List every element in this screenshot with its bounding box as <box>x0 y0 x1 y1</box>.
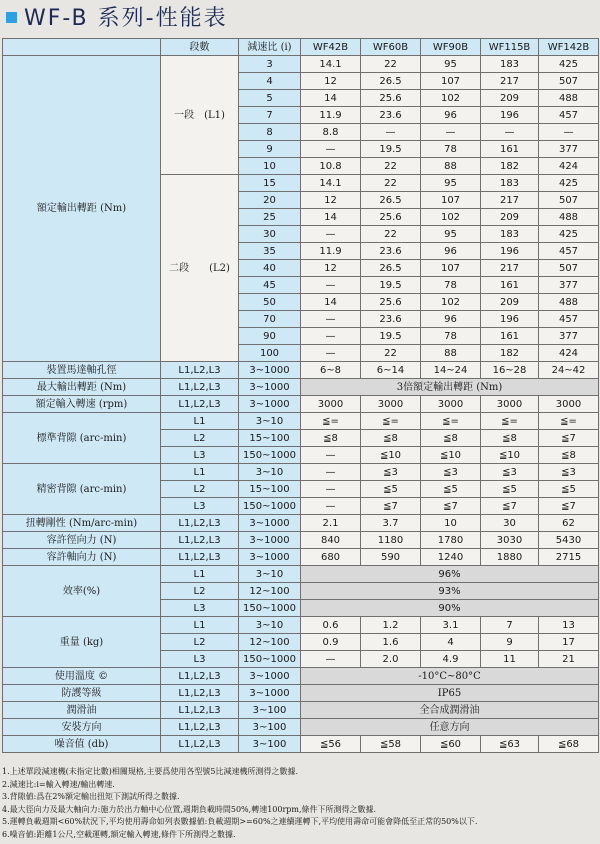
stage-label: 二段 (L2) <box>161 175 239 362</box>
table-cell: 3~10 <box>239 617 301 634</box>
table-cell: 26.5 <box>361 73 421 90</box>
table-cell: 161 <box>481 277 539 294</box>
table-cell: L2 <box>161 583 239 600</box>
table-cell: 425 <box>539 226 599 243</box>
table-cell: 3~1000 <box>239 362 301 379</box>
table-cell: 3~10 <box>239 566 301 583</box>
table-cell: 9 <box>239 141 301 158</box>
header-cell: WF60B <box>361 39 421 56</box>
table-cell: 12 <box>301 73 361 90</box>
table-cell: 680 <box>301 549 361 566</box>
table-cell: 507 <box>539 73 599 90</box>
table-cell: ≦8 <box>539 447 599 464</box>
table-row <box>3 464 599 481</box>
table-cell: 183 <box>481 226 539 243</box>
table-cell: 3~1000 <box>239 549 301 566</box>
footnotes <box>2 766 598 842</box>
merged-value: 96% <box>301 566 599 583</box>
table-cell: ≦68 <box>539 736 599 753</box>
table-cell: 17 <box>539 634 599 651</box>
table-cell: L2 <box>161 634 239 651</box>
table-cell: 107 <box>421 73 481 90</box>
table-cell: 590 <box>361 549 421 566</box>
row-label: 安裝方向 <box>3 719 161 736</box>
table-cell: 1780 <box>421 532 481 549</box>
row-label-torque: 額定輸出轉距 (Nm) <box>3 56 161 362</box>
table-cell: 14.1 <box>301 56 361 73</box>
table-cell: 107 <box>421 260 481 277</box>
header-cell: 段數 <box>161 39 239 56</box>
footnote-line: 5.運轉負載週期<60%狀況下,平均使用壽命如列表數據値:負載週期>=60%之連續運轉下,平均使用壽命可能會降低至正常的50%以下. <box>2 817 478 827</box>
table-cell: 16~28 <box>481 362 539 379</box>
header-cell: WF142B <box>539 39 599 56</box>
table-cell: 209 <box>481 90 539 107</box>
table-cell: 183 <box>481 56 539 73</box>
table-cell: 161 <box>481 328 539 345</box>
table-cell: 196 <box>481 107 539 124</box>
table-cell: 0.6 <box>301 617 361 634</box>
table-row <box>3 515 599 532</box>
table-cell: 96 <box>421 243 481 260</box>
table-cell: — <box>539 124 599 141</box>
table-cell: 3~100 <box>239 702 301 719</box>
table-cell: 78 <box>421 141 481 158</box>
table-cell: ≦3 <box>481 464 539 481</box>
table-cell: 3~1000 <box>239 396 301 413</box>
table-cell: 4 <box>421 634 481 651</box>
row-label: 容許軸向力 (N) <box>3 549 161 566</box>
table-cell: 3000 <box>481 396 539 413</box>
table-cell: 4.9 <box>421 651 481 668</box>
table-cell: ≦7 <box>539 498 599 515</box>
table-cell: — <box>301 328 361 345</box>
table-cell: L1,L2,L3 <box>161 668 239 685</box>
table-row <box>3 379 599 396</box>
table-cell: L1 <box>161 464 239 481</box>
table-cell: 25.6 <box>361 294 421 311</box>
table-cell: 3000 <box>301 396 361 413</box>
table-cell: 217 <box>481 192 539 209</box>
table-cell: L1,L2,L3 <box>161 702 239 719</box>
table-cell: 1880 <box>481 549 539 566</box>
table-cell: — <box>301 481 361 498</box>
table-cell: 8.8 <box>301 124 361 141</box>
table-cell: 20 <box>239 192 301 209</box>
row-label: 噪音值 (db) <box>3 736 161 753</box>
stage-label: 一段 (L1) <box>161 56 239 175</box>
table-cell: 22 <box>361 158 421 175</box>
table-cell: L1,L2,L3 <box>161 736 239 753</box>
table-cell: ≦3 <box>361 464 421 481</box>
table-cell: 10 <box>239 158 301 175</box>
table-cell: 8 <box>239 124 301 141</box>
table-cell: 45 <box>239 277 301 294</box>
table-cell: 4 <box>239 73 301 90</box>
table-cell: 182 <box>481 158 539 175</box>
table-cell: 26.5 <box>361 260 421 277</box>
table-cell: 3.1 <box>421 617 481 634</box>
table-cell: 2.0 <box>361 651 421 668</box>
table-row <box>3 668 599 685</box>
table-cell: ≦60 <box>421 736 481 753</box>
table-cell: 102 <box>421 294 481 311</box>
table-cell: ≦8 <box>361 430 421 447</box>
table-cell: 507 <box>539 260 599 277</box>
table-cell: ≦= <box>361 413 421 430</box>
table-cell: 150~1000 <box>239 600 301 617</box>
table-cell: ≦7 <box>539 430 599 447</box>
table-cell: 11.9 <box>301 107 361 124</box>
table-cell: ≦10 <box>421 447 481 464</box>
table-cell: 209 <box>481 294 539 311</box>
table-cell: 3~100 <box>239 736 301 753</box>
table-cell: 30 <box>239 226 301 243</box>
table-cell: — <box>301 447 361 464</box>
table-cell: 377 <box>539 141 599 158</box>
table-cell: 425 <box>539 175 599 192</box>
table-cell: 488 <box>539 90 599 107</box>
table-cell: 23.6 <box>361 311 421 328</box>
table-cell: 488 <box>539 209 599 226</box>
table-cell: 3~1000 <box>239 668 301 685</box>
table-cell: 14~24 <box>421 362 481 379</box>
table-cell: 196 <box>481 243 539 260</box>
table-cell: ≦8 <box>481 430 539 447</box>
table-cell: 9 <box>481 634 539 651</box>
table-cell: 19.5 <box>361 328 421 345</box>
table-cell: 22 <box>361 226 421 243</box>
table-cell: L1,L2,L3 <box>161 362 239 379</box>
merged-value: IP65 <box>301 685 599 702</box>
table-cell: ≦8 <box>421 430 481 447</box>
table-cell: 12 <box>301 260 361 277</box>
row-label: 標準背隙 (arc-min) <box>3 413 161 464</box>
row-label: 容許徑向力 (N) <box>3 532 161 549</box>
table-cell: — <box>301 277 361 294</box>
table-cell: — <box>301 651 361 668</box>
table-cell: — <box>301 498 361 515</box>
title-bar <box>0 0 600 34</box>
table-cell: 5 <box>239 90 301 107</box>
table-row <box>3 685 599 702</box>
table-row <box>3 617 599 634</box>
table-cell: 24~42 <box>539 362 599 379</box>
table-cell: 78 <box>421 277 481 294</box>
table-cell: 161 <box>481 141 539 158</box>
page-title: WF-B 系列-性能表 <box>24 6 228 31</box>
table-cell: 209 <box>481 209 539 226</box>
table-cell: ≦5 <box>421 481 481 498</box>
table-row <box>3 396 599 413</box>
table-cell: ≦7 <box>421 498 481 515</box>
table-cell: 102 <box>421 90 481 107</box>
table-cell: 3030 <box>481 532 539 549</box>
table-cell: 102 <box>421 209 481 226</box>
table-cell: 30 <box>481 515 539 532</box>
table-cell: 3~100 <box>239 719 301 736</box>
table-cell: 78 <box>421 328 481 345</box>
table-cell: 507 <box>539 192 599 209</box>
table-cell: 13 <box>539 617 599 634</box>
table-cell: 3~10 <box>239 413 301 430</box>
table-cell: 107 <box>421 192 481 209</box>
table-cell: — <box>481 124 539 141</box>
merged-value: 3倍額定輸出轉距 (Nm) <box>301 379 599 396</box>
table-cell: — <box>301 345 361 362</box>
table-cell: 12~100 <box>239 634 301 651</box>
merged-value: 90% <box>301 600 599 617</box>
table-cell: ≦= <box>481 413 539 430</box>
table-cell: 217 <box>481 73 539 90</box>
table-cell: 457 <box>539 243 599 260</box>
row-label: 效率(%) <box>3 566 161 617</box>
table-cell: L1,L2,L3 <box>161 379 239 396</box>
table-row <box>3 413 599 430</box>
table-cell: 150~1000 <box>239 651 301 668</box>
table-cell: 23.6 <box>361 107 421 124</box>
table-row <box>3 56 599 73</box>
table-cell: 14 <box>301 294 361 311</box>
header-cell: WF90B <box>421 39 481 56</box>
table-cell: 7 <box>239 107 301 124</box>
table-cell: 96 <box>421 311 481 328</box>
table-cell: 196 <box>481 311 539 328</box>
table-cell: 25 <box>239 209 301 226</box>
table-cell: — <box>301 226 361 243</box>
table-cell: 488 <box>539 294 599 311</box>
row-label: 精密背隙 (arc-min) <box>3 464 161 515</box>
table-cell: 15 <box>239 175 301 192</box>
table-cell: ≦= <box>301 413 361 430</box>
table-cell: 90 <box>239 328 301 345</box>
row-label: 額定輸入轉速 (rpm) <box>3 396 161 413</box>
header-cell: WF115B <box>481 39 539 56</box>
table-cell: 95 <box>421 175 481 192</box>
table-cell: L1,L2,L3 <box>161 685 239 702</box>
table-cell: 1240 <box>421 549 481 566</box>
row-label: 使用溫度 © <box>3 668 161 685</box>
table-cell: 50 <box>239 294 301 311</box>
table-cell: L2 <box>161 430 239 447</box>
table-cell: 150~1000 <box>239 447 301 464</box>
table-cell: 26.5 <box>361 192 421 209</box>
table-cell: 1.6 <box>361 634 421 651</box>
table-cell: L1,L2,L3 <box>161 549 239 566</box>
table-cell: 0.9 <box>301 634 361 651</box>
table-cell: — <box>421 124 481 141</box>
table-cell: 10 <box>421 515 481 532</box>
spec-table <box>2 38 599 753</box>
table-cell: 19.5 <box>361 141 421 158</box>
table-cell: 96 <box>421 107 481 124</box>
table-cell: 19.5 <box>361 277 421 294</box>
table-cell: ≦7 <box>361 498 421 515</box>
table-cell: 6~8 <box>301 362 361 379</box>
table-cell: ≦10 <box>481 447 539 464</box>
table-cell: 150~1000 <box>239 498 301 515</box>
merged-value: 93% <box>301 583 599 600</box>
table-cell: ≦3 <box>421 464 481 481</box>
table-cell: 14 <box>301 209 361 226</box>
table-cell: 22 <box>361 56 421 73</box>
merged-value: -10°C~80°C <box>301 668 599 685</box>
table-cell: 3~1000 <box>239 685 301 702</box>
table-cell: 3~10 <box>239 464 301 481</box>
table-cell: 3 <box>239 56 301 73</box>
table-cell: 3000 <box>539 396 599 413</box>
row-label: 防護等級 <box>3 685 161 702</box>
table-cell: ≦7 <box>481 498 539 515</box>
table-cell: L1 <box>161 566 239 583</box>
table-cell: 3000 <box>361 396 421 413</box>
table-cell: — <box>301 464 361 481</box>
table-cell: 35 <box>239 243 301 260</box>
table-cell: 14 <box>301 90 361 107</box>
table-cell: 15~100 <box>239 430 301 447</box>
table-cell: ≦5 <box>361 481 421 498</box>
table-cell: ≦8 <box>301 430 361 447</box>
table-cell: 11 <box>481 651 539 668</box>
table-row <box>3 736 599 753</box>
table-cell: L1,L2,L3 <box>161 719 239 736</box>
table-cell: 3.7 <box>361 515 421 532</box>
table-cell: 88 <box>421 345 481 362</box>
table-cell: 377 <box>539 328 599 345</box>
row-label: 最大輸出轉距 (Nm) <box>3 379 161 396</box>
header-cell: 減速比 (i) <box>239 39 301 56</box>
title-square-icon <box>6 12 17 23</box>
table-cell: L3 <box>161 600 239 617</box>
table-cell: 3000 <box>421 396 481 413</box>
table-row <box>3 566 599 583</box>
table-cell: 22 <box>361 175 421 192</box>
table-cell: 22 <box>361 345 421 362</box>
table-cell: 457 <box>539 107 599 124</box>
table-cell: 10.8 <box>301 158 361 175</box>
table-cell: 457 <box>539 311 599 328</box>
table-cell: 95 <box>421 56 481 73</box>
row-label: 重量 (kg) <box>3 617 161 668</box>
table-cell: 70 <box>239 311 301 328</box>
table-row <box>3 719 599 736</box>
footnote-line: 4.最大徑向力及最大軸向力:施力於出力軸中心位置,週期負載時間50%,轉速100rpm,條件下所測得之數據. <box>2 804 377 814</box>
footnote-line: 2.減速比:i=輸入轉速/輸出轉速. <box>2 779 115 789</box>
table-cell: L3 <box>161 447 239 464</box>
table-cell: — <box>301 141 361 158</box>
table-cell: ≦5 <box>539 481 599 498</box>
table-cell: 62 <box>539 515 599 532</box>
table-cell: — <box>361 124 421 141</box>
table-cell: 3~1000 <box>239 532 301 549</box>
table-cell: 425 <box>539 56 599 73</box>
table-cell: 11.9 <box>301 243 361 260</box>
table-cell: 25.6 <box>361 90 421 107</box>
table-row <box>3 532 599 549</box>
table-cell: L1 <box>161 413 239 430</box>
table-cell: 217 <box>481 260 539 277</box>
row-label: 扭轉剛性 (Nm/arc-min) <box>3 515 161 532</box>
table-cell: 424 <box>539 345 599 362</box>
footnote-line: 1.上述單段減速機(未指定比數)相關規格,主要爲使用各型號5比減速機所測得之數據. <box>2 767 299 776</box>
table-cell: 25.6 <box>361 209 421 226</box>
table-cell: 14.1 <box>301 175 361 192</box>
table-row <box>3 702 599 719</box>
footnote-line: 3.背隙値:爲在2%額定輸出扭矩下測試所得之數據. <box>2 792 180 802</box>
table-cell: 40 <box>239 260 301 277</box>
table-cell: 2.1 <box>301 515 361 532</box>
table-cell: ≦56 <box>301 736 361 753</box>
table-cell: 15~100 <box>239 481 301 498</box>
table-cell: 95 <box>421 226 481 243</box>
row-label: 潤滑油 <box>3 702 161 719</box>
merged-value: 全合成潤滑油 <box>301 702 599 719</box>
table-cell: 12~100 <box>239 583 301 600</box>
table-cell: 100 <box>239 345 301 362</box>
table-cell: ≦10 <box>361 447 421 464</box>
table-row <box>3 549 599 566</box>
table-cell: ≦63 <box>481 736 539 753</box>
footnote-line: 6.噪音値:距離1公尺,空載運轉,額定輸入轉速,條件下所測得之數據. <box>2 829 236 839</box>
table-cell: 88 <box>421 158 481 175</box>
table-cell: 1180 <box>361 532 421 549</box>
table-cell: 5430 <box>539 532 599 549</box>
table-cell: L1,L2,L3 <box>161 532 239 549</box>
row-label: 裝置馬達軸孔徑 <box>3 362 161 379</box>
table-cell: 21 <box>539 651 599 668</box>
table-cell: ≦= <box>421 413 481 430</box>
table-cell: 182 <box>481 345 539 362</box>
table-cell: L2 <box>161 481 239 498</box>
table-cell: 2715 <box>539 549 599 566</box>
table-cell: 424 <box>539 158 599 175</box>
table-cell: 23.6 <box>361 243 421 260</box>
table-cell: 377 <box>539 277 599 294</box>
table-cell: ≦3 <box>539 464 599 481</box>
table-cell: 840 <box>301 532 361 549</box>
table-cell: 183 <box>481 175 539 192</box>
table-cell: 3~1000 <box>239 515 301 532</box>
table-row <box>3 39 599 56</box>
table-cell: L1,L2,L3 <box>161 396 239 413</box>
table-cell: 7 <box>481 617 539 634</box>
header-corner <box>3 39 161 56</box>
table-cell: L3 <box>161 498 239 515</box>
table-cell: ≦58 <box>361 736 421 753</box>
table-cell: L1 <box>161 617 239 634</box>
table-row <box>3 362 599 379</box>
table-cell: 12 <box>301 192 361 209</box>
table-cell: L1,L2,L3 <box>161 515 239 532</box>
table-cell: ≦5 <box>481 481 539 498</box>
table-cell: 1.2 <box>361 617 421 634</box>
header-cell: WF42B <box>301 39 361 56</box>
merged-value: 任意方向 <box>301 719 599 736</box>
table-cell: L3 <box>161 651 239 668</box>
table-cell: 6~14 <box>361 362 421 379</box>
table-cell: ≦= <box>539 413 599 430</box>
table-cell: 3~1000 <box>239 379 301 396</box>
table-cell: — <box>301 311 361 328</box>
